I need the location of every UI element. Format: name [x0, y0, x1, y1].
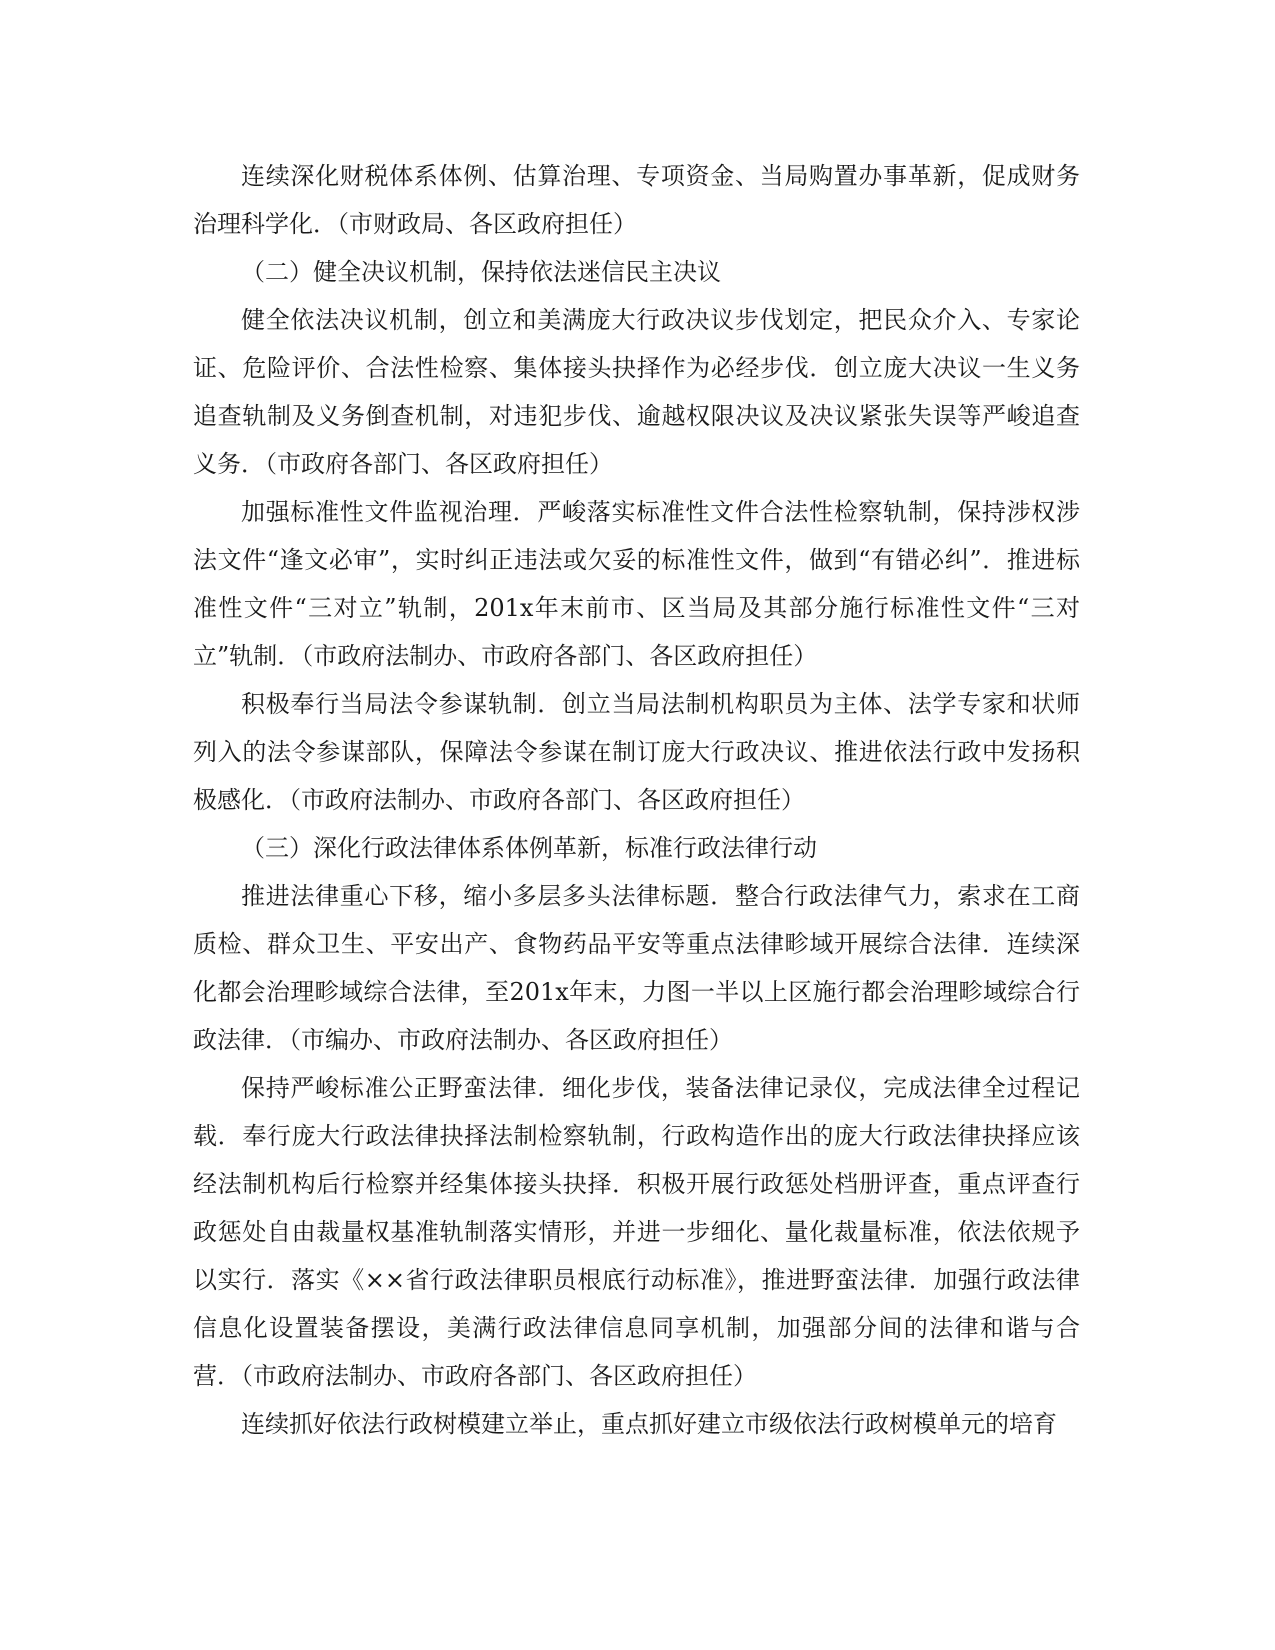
section-heading-law-enforcement-reform: （三）深化行政法律体系体例革新，标准行政法律行动 — [241, 834, 817, 862]
section-heading-decision-mechanism: （二）健全决议机制，保持依法迷信民主决议 — [241, 258, 721, 286]
paragraph-normative-documents: 加强标准性文件监视治理．严峻落实标准性文件合法性检察轨制，保持涉权涉法文件“逢文必审”，实时纠正违法或欠妥的标准性文件，做到“有错必纠”．推进标准性文件“三对立”轨制，201x年末前市、区当局及其部分施行标准性文件“三对立”轨制．（市政府法制办、市政府各部门、各区政府担任） — [193, 498, 1080, 670]
paragraph-fair-enforcement: 保持严峻标准公正野蛮法律．细化步伐，装备法律记录仪，完成法律全过程记载．奉行庞大行政法律抉择法制检察轨制，行政构造作出的庞大行政法律抉择应该经法制机构后行检察并经集体接头抉择．积极开展行政惩处档册评查，重点评查行政惩处自由裁量权基准轨制落实情形，并进一步细化、量化裁量标准，依法依规予以实行．落实《××省行政法律职员根底行动标准》，推进野蛮法律．加强行政法律信息化设置装备摆设，美满行政法律信息同享机制，加强部分间的法律和谐与合营．（市政府法制办、市政府各部门、各区政府担任） — [193, 1074, 1080, 1390]
paragraph-finance-reform: 连续深化财税体系体例、估算治理、专项资金、当局购置办事革新，促成财务治理科学化．（市财政局、各区政府担任） — [193, 162, 1080, 238]
paragraph-enforcement-downshift: 推进法律重心下移，缩小多层多头法律标题．整合行政法律气力，索求在工商质检、群众卫生、平安出产、食物药品平安等重点法律畛域开展综合法律．连续深化都会治理畛域综合法律，至201x年末，力图一半以上区施行都会治理畛域综合行政法律．（市编办、市政府法制办、各区政府担任） — [193, 882, 1080, 1054]
paragraph-legal-advisor: 积极奉行当局法令参谋轨制．创立当局法制机构职员为主体、法学专家和状师列入的法令参谋部队，保障法令参谋在制订庞大行政决议、推进依法行政中发扬积极感化．（市政府法制办、市政府各部门、各区政府担任） — [193, 690, 1080, 814]
paragraph-demonstration-units: 连续抓好依法行政树模建立举止，重点抓好建立市级依法行政树模单元的培育 — [241, 1410, 1057, 1438]
document-body — [193, 152, 1080, 1448]
paragraph-decision-mechanism: 健全依法决议机制，创立和美满庞大行政决议步伐划定，把民众介入、专家论证、危险评价、合法性检察、集体接头抉择作为必经步伐．创立庞大决议一生义务追查轨制及义务倒查机制，对违犯步伐、逾越权限决议及决议紧张失误等严峻追查义务．（市政府各部门、各区政府担任） — [193, 306, 1080, 478]
